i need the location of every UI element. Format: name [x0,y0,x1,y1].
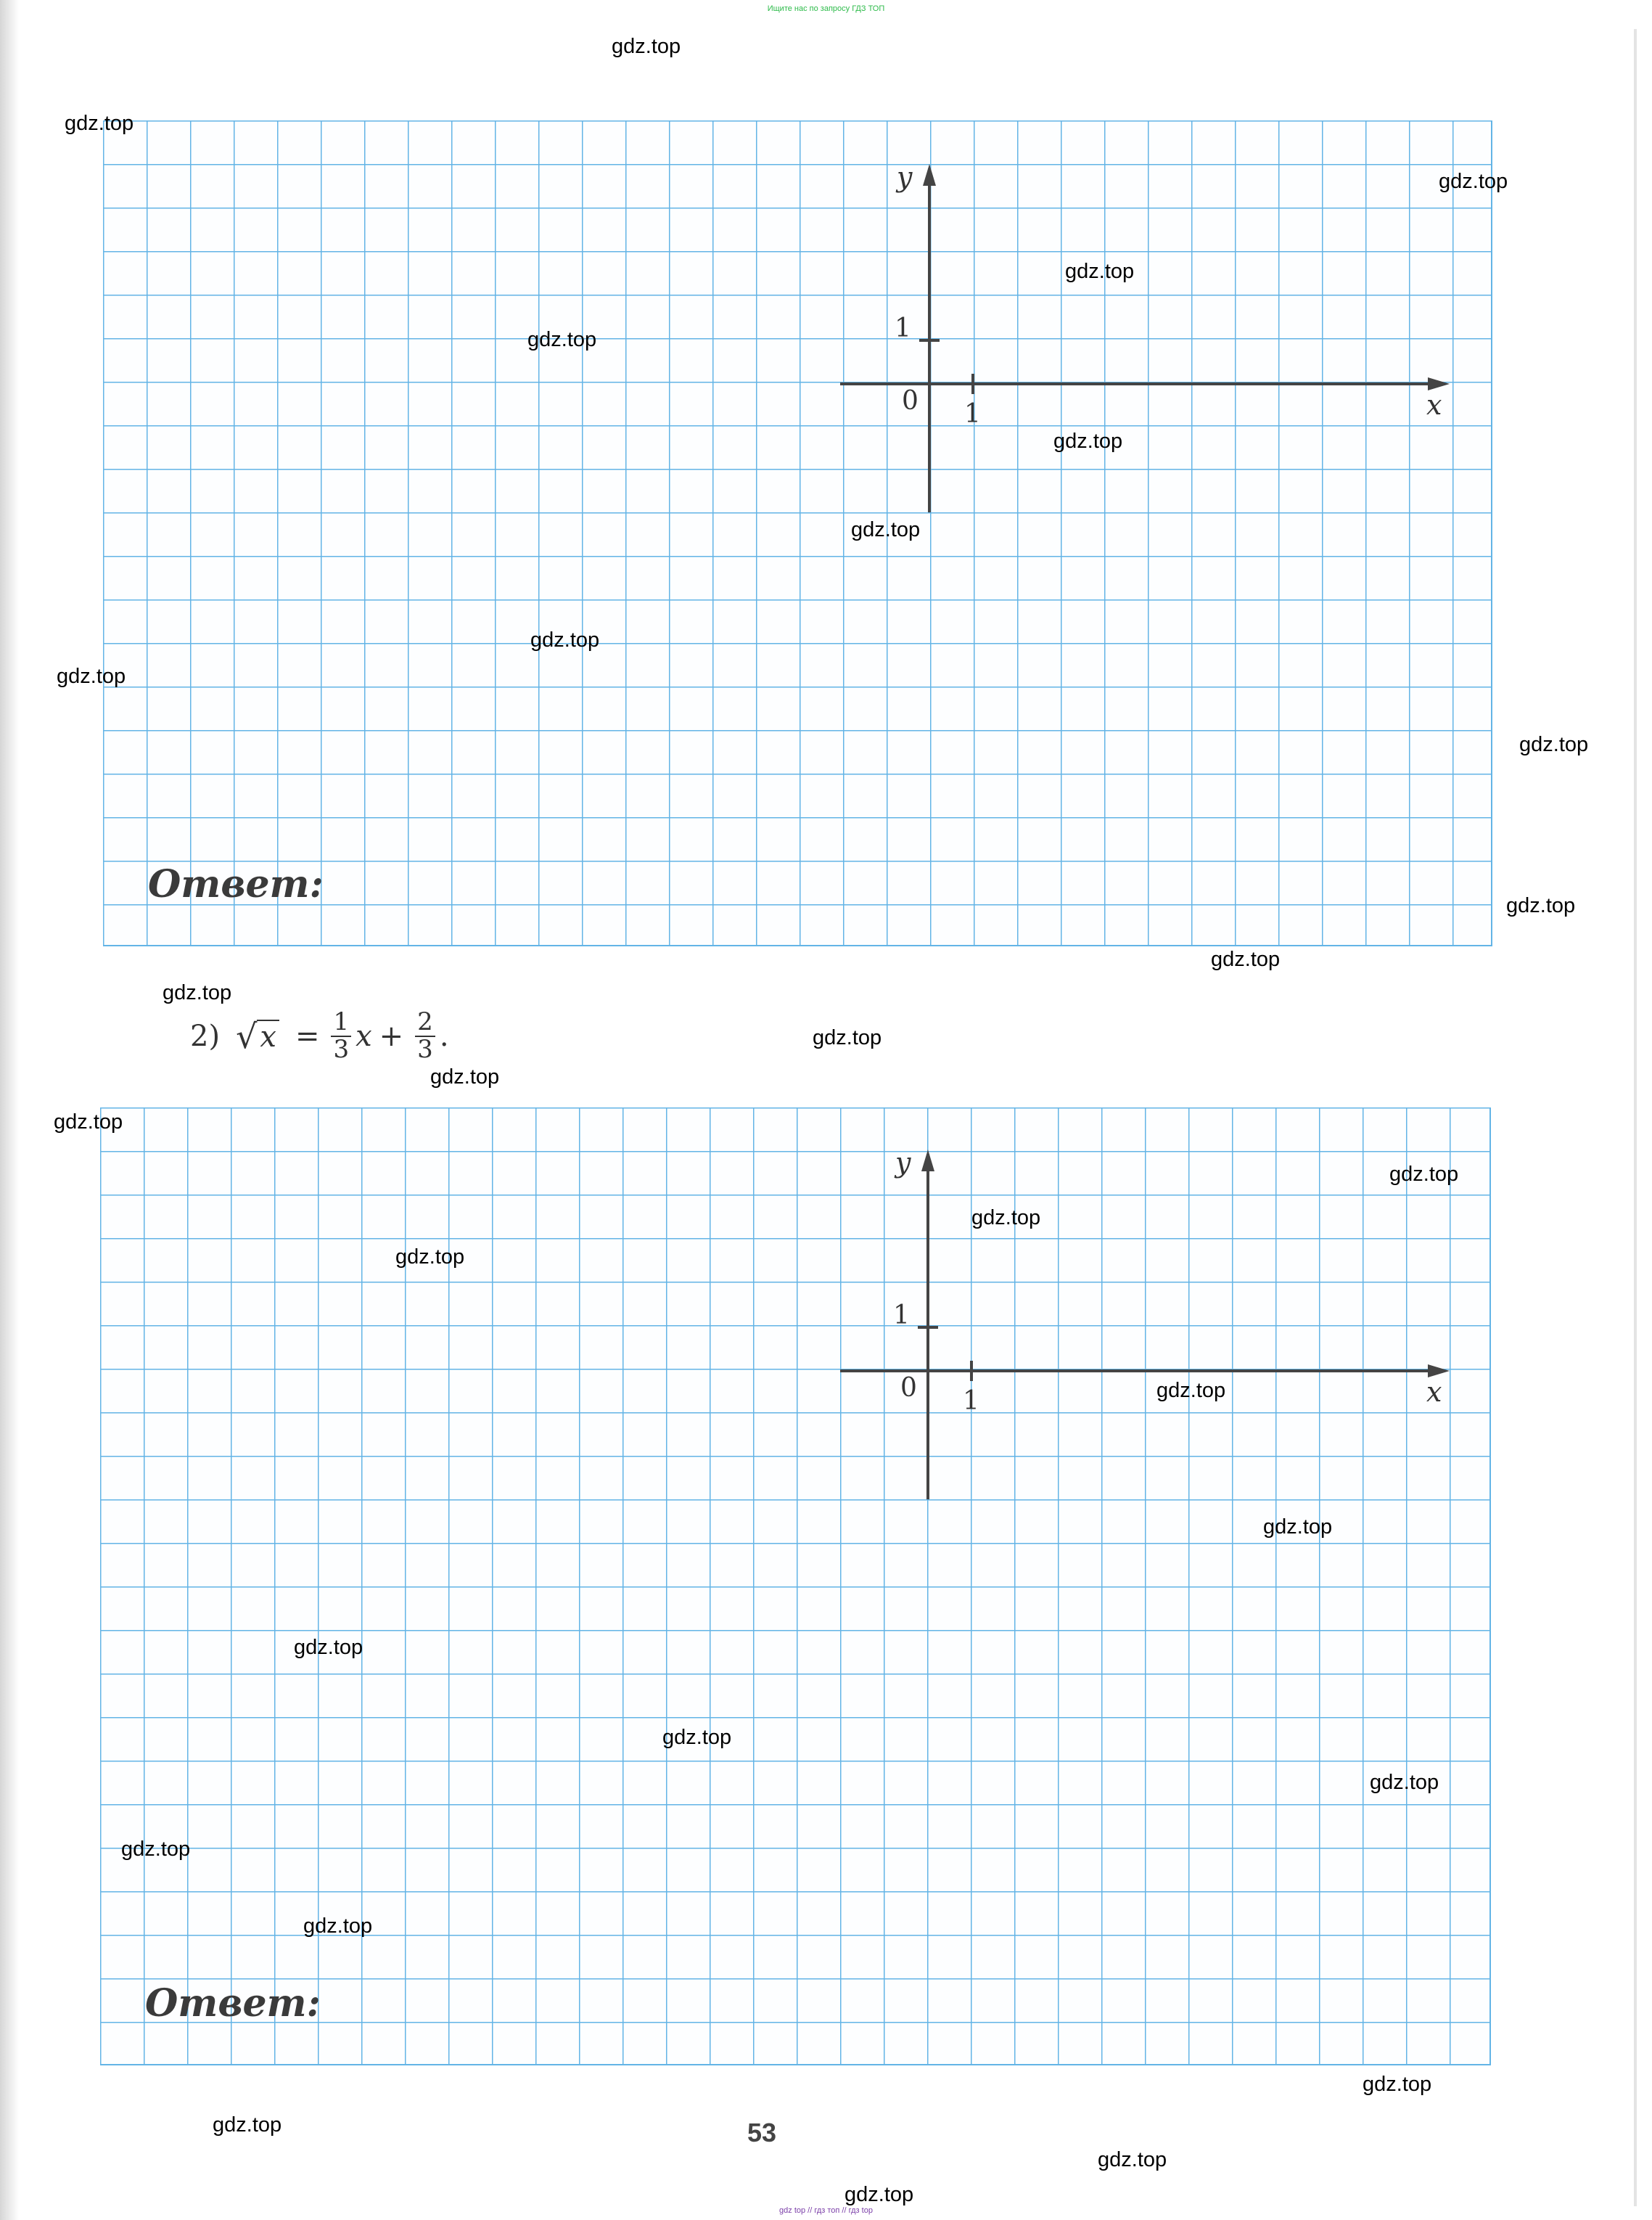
radicand: x [257,1020,279,1053]
watermark: gdz.top [612,35,681,58]
watermark: gdz.top [971,1206,1041,1229]
y-unit-label-2: 1 [893,1301,910,1330]
equals-sign: = [295,1020,320,1053]
watermark: gdz.top [813,1026,882,1049]
y-axis-label-2: y [895,1147,911,1179]
x-unit-label-1: 1 [964,399,981,429]
y-unit-label-1: 1 [895,314,911,343]
watermark: gdz.top [65,112,134,135]
watermark: gdz.top [54,1110,123,1134]
watermark: gdz.top [395,1245,465,1269]
watermark: gdz.top [1389,1163,1459,1186]
y-axis-arrow-2 [921,1150,934,1171]
watermark: gdz.top [57,665,126,688]
watermark: gdz.top [851,518,921,541]
sqrt-sign-icon: √ [236,1017,258,1056]
fraction-1-numerator: 1 [331,1009,351,1037]
equation-period: . [439,1020,449,1053]
bottom-banner: gdz top // гдз топ // гдз top [779,2206,873,2215]
watermark: gdz.top [430,1065,500,1089]
fraction-2-numerator: 2 [415,1009,435,1037]
x-axis-label-2: x [1426,1376,1442,1408]
watermark: gdz.top [213,2113,282,2137]
watermark: gdz.top [662,1726,732,1749]
watermark: gdz.top [1263,1515,1333,1539]
watermark: gdz.top [1156,1379,1226,1402]
x-unit-label-2: 1 [963,1386,979,1416]
origin-label-2: 0 [900,1373,917,1403]
watermark: gdz.top [303,1914,373,1938]
watermark: gdz.top [1098,2148,1167,2171]
page-number: 53 [747,2118,777,2147]
watermark: gdz.top [1053,430,1123,453]
watermark: gdz.top [527,328,597,351]
equation-item-number: 2) [190,1020,221,1053]
y-axis-label-1: y [897,161,913,193]
watermark: gdz.top [121,1838,191,1861]
watermark: gdz.top [1363,2073,1432,2096]
answer-label-1: Ответ: [148,862,324,906]
watermark: gdz.top [1519,733,1589,756]
watermark: gdz.top [294,1636,363,1659]
answer-label-2: Ответ: [145,1981,321,2026]
watermark: gdz.top [1439,170,1508,193]
watermark: gdz.top [1065,260,1135,283]
watermark: gdz.top [163,981,232,1004]
watermark: gdz.top [845,2183,914,2206]
watermark: gdz.top [1211,948,1281,971]
top-banner: Ищите нас по запросу ГДЗ ТОП [767,4,885,13]
plus-sign: + [379,1020,404,1053]
watermark: gdz.top [1506,894,1576,917]
equation-variable: x [356,1020,372,1053]
x-axis-label-1: x [1426,389,1442,421]
watermark: gdz.top [530,628,600,652]
origin-label-1: 0 [902,386,919,416]
watermark: gdz.top [1370,1771,1439,1794]
fraction-2-denominator: 3 [417,1035,433,1064]
fraction-1-denominator: 3 [333,1035,350,1064]
